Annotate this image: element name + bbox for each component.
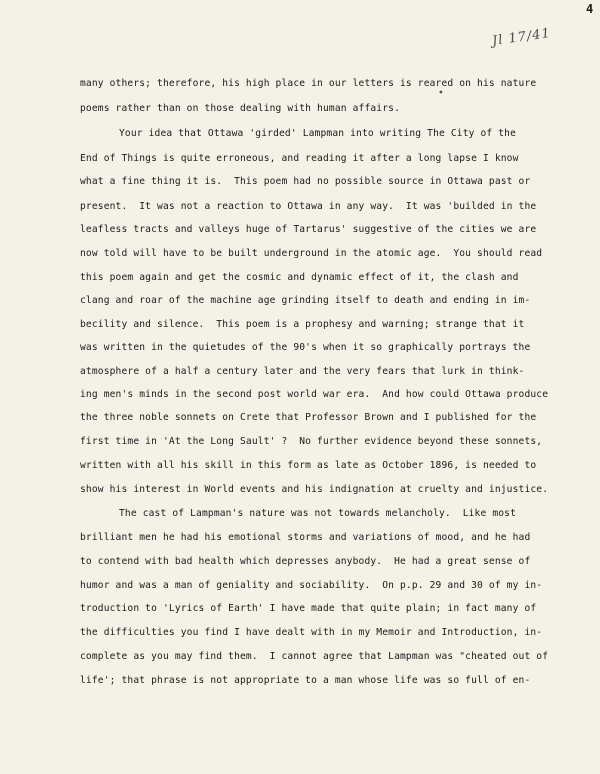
paragraph-start-line: Your idea that Ottawa 'girded' Lampman into writing The City of the	[119, 128, 517, 139]
body-line: life'; that phrase is not appropriate to a man whose life was so full of en-	[80, 675, 531, 686]
body-line: atmosphere of a half a century later and the very fears that lurk in think-	[80, 366, 525, 377]
handwritten-date: Jl 17/41	[491, 25, 552, 50]
page-number: 4	[586, 2, 594, 16]
body-line: now told will have to be built underground in the atomic age. You should read	[80, 248, 543, 259]
body-line: was written in the quietudes of the 90's when it so graphically portrays the	[80, 342, 531, 353]
body-line: to contend with bad health which depresses anybody. He had a great sense of	[80, 556, 531, 567]
body-line: becility and silence. This poem is a prophesy and warning; strange that it	[80, 319, 525, 330]
body-line: brilliant men he had his emotional storms and variations of mood, and he had	[80, 532, 531, 543]
body-line: the difficulties you find I have dealt with in my Memoir and Introduction, in-	[80, 627, 543, 638]
handwritten-mark: •	[438, 88, 444, 99]
body-line: the three noble sonnets on Crete that Professor Brown and I published for the	[80, 412, 537, 423]
body-line: clang and roar of the machine age grinding itself to death and ending in im-	[80, 295, 531, 306]
body-line: first time in 'At the Long Sault' ? No further evidence beyond these sonnets,	[80, 436, 543, 447]
body-line: poems rather than on those dealing with human affairs.	[80, 103, 400, 114]
body-line: show his interest in World events and his indignation at cruelty and injustice.	[80, 484, 549, 495]
body-line: this poem again and get the cosmic and dynamic effect of it, the clash and	[80, 272, 519, 283]
paragraph-start-line: The cast of Lampman's nature was not towards melancholy. Like most	[119, 508, 517, 519]
body-line: many others; therefore, his high place in our letters is reared on his nature	[80, 78, 537, 89]
body-line: leafless tracts and valleys huge of Tartarus' suggestive of the cities we are	[80, 224, 537, 235]
body-line: humor and was a man of geniality and sociability. On p.p. 29 and 30 of my in-	[80, 580, 543, 591]
body-line: End of Things is quite erroneous, and reading it after a long lapse I know	[80, 153, 519, 164]
body-line: ing men's minds in the second post world war era. And how could Ottawa produce	[80, 389, 549, 400]
body-line: written with all his skill in this form as late as October 1896, is needed to	[80, 460, 537, 471]
body-line: complete as you may find them. I cannot agree that Lampman was "cheated out of	[80, 651, 549, 662]
body-line: what a fine thing it is. This poem had no possible source in Ottawa past or	[80, 176, 531, 187]
body-line: present. It was not a reaction to Ottawa in any way. It was 'builded in the	[80, 201, 537, 212]
body-line: troduction to 'Lyrics of Earth' I have made that quite plain; in fact many of	[80, 603, 537, 614]
